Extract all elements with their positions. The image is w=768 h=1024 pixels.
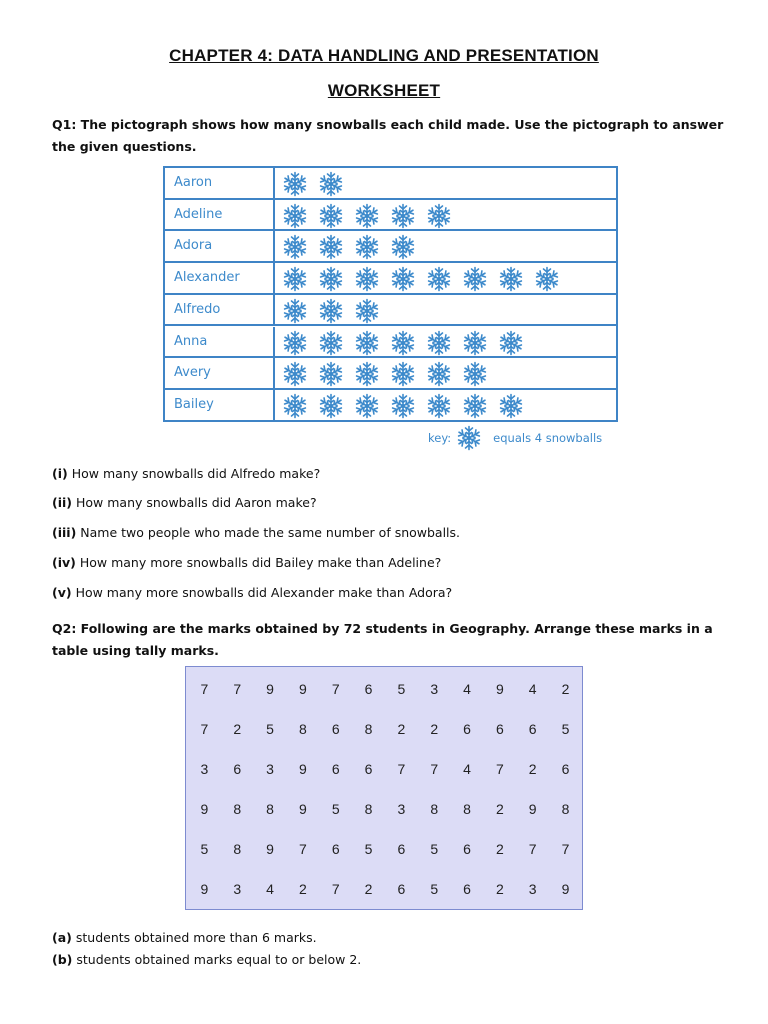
mark-value: 2 <box>495 801 504 817</box>
q2-question-a <box>52 930 732 945</box>
mark-value: 9 <box>200 881 209 897</box>
marks-row <box>186 829 582 869</box>
snowflake-symbols <box>281 202 461 230</box>
mark-value: 7 <box>528 841 537 857</box>
snowflake-icon <box>353 297 389 325</box>
snowflake-icon <box>389 360 425 388</box>
snowflake-icon <box>281 202 317 230</box>
q2-question-b <box>52 952 732 967</box>
pictograph-row <box>165 263 616 295</box>
mark-value: 8 <box>430 801 439 817</box>
mark-value: 6 <box>364 681 373 697</box>
child-name: Aaron <box>165 168 275 198</box>
mark-value: 8 <box>233 841 242 857</box>
snowflake-icon <box>389 392 425 420</box>
mark-value: 6 <box>397 881 406 897</box>
snowflake-icon <box>461 329 497 357</box>
mark-value: 7 <box>430 761 439 777</box>
mark-value: 7 <box>200 721 209 737</box>
snowflake-symbols <box>281 360 497 388</box>
mark-value: 9 <box>266 681 274 697</box>
snowflake-symbols <box>281 170 353 198</box>
snowflake-icon <box>389 202 425 230</box>
snowflake-icon <box>317 392 353 420</box>
mark-value: 6 <box>233 761 242 777</box>
child-name: Alexander <box>165 263 275 293</box>
pictograph-key <box>428 424 602 452</box>
mark-value: 3 <box>266 761 274 777</box>
mark-value: 7 <box>299 841 307 857</box>
question-number: (v) <box>52 585 72 600</box>
snowflake-icon <box>317 360 353 388</box>
mark-value: 3 <box>200 761 209 777</box>
snowflake-icon <box>389 233 425 261</box>
child-name: Bailey <box>165 390 275 422</box>
marks-row <box>186 789 582 829</box>
mark-value: 6 <box>397 841 406 857</box>
mark-value: 9 <box>299 761 307 777</box>
pictograph-row <box>165 327 616 359</box>
child-name: Adora <box>165 231 275 261</box>
mark-value: 8 <box>233 801 242 817</box>
snowflake-icon <box>281 265 317 293</box>
child-name: Avery <box>165 358 275 388</box>
mark-value: 3 <box>430 681 439 697</box>
pictograph-row <box>165 358 616 390</box>
snowflake-icon <box>281 297 317 325</box>
mark-value: 5 <box>200 841 209 857</box>
snowflake-icon <box>317 202 353 230</box>
mark-value: 3 <box>397 801 406 817</box>
snowflake-icon <box>497 265 533 293</box>
question-text: How many snowballs did Alfredo make? <box>71 466 321 481</box>
mark-value: 9 <box>561 881 570 897</box>
snowflake-icon <box>281 360 317 388</box>
snowflake-icon <box>389 265 425 293</box>
child-name: Anna <box>165 327 275 357</box>
marks-table <box>185 666 583 910</box>
marks-row <box>186 869 582 909</box>
pictograph-row <box>165 200 616 232</box>
q1-question-iii <box>52 525 732 540</box>
mark-value: 2 <box>397 721 406 737</box>
marks-row <box>186 709 582 749</box>
mark-value: 6 <box>463 841 471 857</box>
child-name: Adeline <box>165 200 275 230</box>
mark-value: 8 <box>561 801 570 817</box>
question-text: How many snowballs did Aaron make? <box>75 495 317 510</box>
question-text: Name two people who made the same number of snowballs. <box>80 525 461 540</box>
q1-prompt: Q1: The pictograph shows how many snowballs each child made. Use the pictograph to answer the given questions. <box>52 117 724 154</box>
question-number: (b) <box>52 952 73 967</box>
snowflake-icon <box>317 329 353 357</box>
snowflake-icon <box>317 170 353 198</box>
question-text: How many more snowballs did Alexander make than Adora? <box>75 585 453 600</box>
snowflake-icon <box>317 265 353 293</box>
mark-value: 5 <box>331 801 340 817</box>
mark-value: 6 <box>561 761 570 777</box>
snowflake-icon <box>281 233 317 261</box>
mark-value: 9 <box>299 681 307 697</box>
question-text: How many more snowballs did Bailey make than Adeline? <box>79 555 442 570</box>
mark-value: 2 <box>430 721 439 737</box>
snowflake-icon <box>461 360 497 388</box>
snowflake-icon <box>497 392 533 420</box>
snowflake-symbols <box>281 297 389 325</box>
snowflake-icon <box>533 265 569 293</box>
question-number: (iii) <box>52 525 77 540</box>
mark-value: 7 <box>561 841 570 857</box>
mark-value: 4 <box>528 681 537 697</box>
snowflake-symbols <box>281 392 533 420</box>
snowflake-icon <box>455 424 489 452</box>
snowflake-symbols <box>281 329 533 357</box>
key-text: equals 4 snowballs <box>493 431 603 445</box>
mark-value: 9 <box>266 841 274 857</box>
snowflake-icon <box>353 233 389 261</box>
mark-value: 6 <box>364 761 373 777</box>
mark-value: 7 <box>200 681 209 697</box>
q2-prompt: Q2: Following are the marks obtained by 72 students in Geography. Arrange these marks in a table using tally marks. <box>52 621 713 658</box>
mark-value: 6 <box>331 761 340 777</box>
page-title: CHAPTER 4: DATA HANDLING AND PRESENTATION <box>169 46 599 65</box>
mark-value: 9 <box>299 801 307 817</box>
mark-value: 7 <box>331 881 340 897</box>
mark-value: 3 <box>528 881 537 897</box>
mark-value: 2 <box>495 881 504 897</box>
mark-value: 4 <box>266 881 274 897</box>
question-number: (a) <box>52 930 72 945</box>
q1-question-i <box>52 466 732 481</box>
snowflake-icon <box>461 265 497 293</box>
snowflake-symbols <box>281 265 569 293</box>
mark-value: 5 <box>266 721 274 737</box>
snowflake-icon <box>425 392 461 420</box>
snowflake-icon <box>389 329 425 357</box>
question-text: students obtained marks equal to or below 2. <box>76 952 362 967</box>
mark-value: 6 <box>528 721 537 737</box>
mark-value: 5 <box>561 721 570 737</box>
snowflake-icon <box>425 329 461 357</box>
mark-value: 8 <box>299 721 307 737</box>
pictograph-row <box>165 390 616 422</box>
mark-value: 5 <box>430 841 439 857</box>
snowflake-icon <box>425 202 461 230</box>
snowflake-icon <box>353 360 389 388</box>
mark-value: 5 <box>430 881 439 897</box>
mark-value: 6 <box>331 721 340 737</box>
child-name: Alfredo <box>165 295 275 325</box>
mark-value: 7 <box>495 761 504 777</box>
question-number: (ii) <box>52 495 72 510</box>
mark-value: 6 <box>495 721 504 737</box>
snowflake-icon <box>317 297 353 325</box>
snowflake-symbols <box>281 233 425 261</box>
pictograph-table <box>163 166 618 422</box>
snowflake-icon <box>281 170 317 198</box>
mark-value: 7 <box>397 761 406 777</box>
snowflake-icon <box>353 265 389 293</box>
mark-value: 6 <box>463 881 471 897</box>
mark-value: 9 <box>528 801 537 817</box>
q1-question-v <box>52 585 732 600</box>
mark-value: 4 <box>463 681 471 697</box>
snowflake-icon <box>281 392 317 420</box>
mark-value: 9 <box>495 681 504 697</box>
mark-value: 2 <box>364 881 373 897</box>
worksheet-subtitle: WORKSHEET <box>327 81 441 100</box>
mark-value: 8 <box>266 801 274 817</box>
mark-value: 5 <box>364 841 373 857</box>
snowflake-icon <box>317 233 353 261</box>
mark-value: 7 <box>331 681 340 697</box>
mark-value: 6 <box>331 841 340 857</box>
snowflake-icon <box>353 202 389 230</box>
mark-value: 8 <box>364 721 373 737</box>
q1-question-ii <box>52 495 732 510</box>
marks-row <box>186 749 582 789</box>
q1-question-iv <box>52 555 732 570</box>
mark-value: 7 <box>233 681 242 697</box>
mark-value: 8 <box>463 801 471 817</box>
question-text: students obtained more than 6 marks. <box>75 930 317 945</box>
snowflake-icon <box>497 329 533 357</box>
question-number: (iv) <box>52 555 76 570</box>
pictograph-row <box>165 168 616 200</box>
mark-value: 4 <box>463 761 471 777</box>
mark-value: 2 <box>495 841 504 857</box>
mark-value: 2 <box>299 881 307 897</box>
pictograph-row <box>165 231 616 263</box>
snowflake-icon <box>281 329 317 357</box>
mark-value: 2 <box>233 721 242 737</box>
mark-value: 9 <box>200 801 209 817</box>
pictograph-row <box>165 295 616 327</box>
snowflake-icon <box>425 265 461 293</box>
snowflake-icon <box>461 392 497 420</box>
mark-value: 2 <box>561 681 570 697</box>
mark-value: 3 <box>233 881 242 897</box>
mark-value: 6 <box>463 721 471 737</box>
snowflake-icon <box>353 329 389 357</box>
snowflake-icon <box>353 392 389 420</box>
key-label: key: <box>428 431 452 445</box>
mark-value: 8 <box>364 801 373 817</box>
marks-row <box>186 669 582 709</box>
mark-value: 5 <box>397 681 406 697</box>
question-number: (i) <box>52 466 68 481</box>
mark-value: 2 <box>528 761 537 777</box>
snowflake-icon <box>425 360 461 388</box>
